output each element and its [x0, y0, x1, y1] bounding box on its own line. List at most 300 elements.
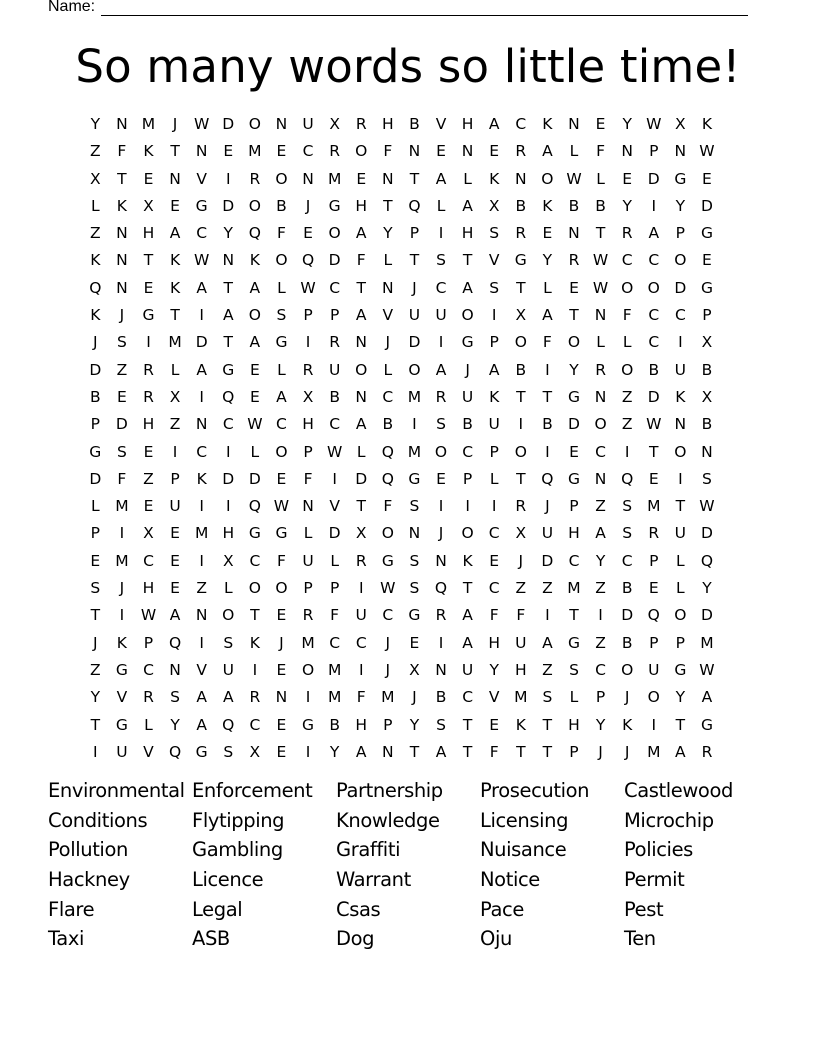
grid-letter: I — [438, 333, 444, 352]
grid-letter: O — [674, 442, 687, 461]
grid-letter: L — [90, 196, 100, 215]
grid-letter: T — [516, 387, 526, 406]
grid-letter: C — [568, 551, 580, 570]
grid-letter: L — [90, 497, 100, 516]
grid-letter: A — [648, 224, 660, 243]
grid-letter: L — [144, 715, 153, 734]
grid-letter: I — [465, 497, 470, 516]
name-blank-line — [101, 0, 748, 16]
grid-letter: I — [199, 387, 204, 406]
grid-letter: N — [382, 169, 394, 188]
grid-letter: G — [700, 278, 713, 297]
grid-letter: B — [568, 196, 580, 215]
grid-letter: S — [170, 688, 180, 707]
grid-letter: M — [115, 551, 129, 570]
grid-letter: E — [170, 196, 180, 215]
grid-letter: N — [275, 115, 288, 133]
grid-letter: S — [622, 524, 633, 543]
grid-letter: L — [676, 551, 685, 570]
grid-letter: K — [701, 115, 713, 133]
grid-letter: K — [116, 196, 127, 215]
grid-letter: I — [172, 442, 178, 461]
grid-letter: E — [409, 633, 420, 652]
grid-letter: B — [701, 415, 713, 434]
grid-letter: X — [355, 524, 367, 543]
grid-letter: O — [355, 360, 368, 379]
grid-letter: I — [438, 497, 444, 516]
grid-letter: O — [328, 224, 341, 243]
word-list-item: Taxi — [48, 927, 84, 951]
word-list-item: Microchip — [624, 808, 714, 832]
grid-letter: C — [276, 415, 287, 434]
grid-letter: U — [648, 660, 660, 679]
grid-letter: S — [116, 442, 127, 461]
grid-letter: B — [595, 196, 606, 215]
grid-letter: T — [250, 606, 260, 625]
grid-letter: N — [408, 142, 421, 161]
grid-letter: A — [355, 742, 367, 761]
grid-letter: L — [223, 579, 233, 598]
grid-letter: O — [434, 442, 448, 461]
grid-letter: W — [592, 278, 609, 297]
grid-letter: A — [542, 142, 553, 161]
grid-letter: Z — [621, 387, 633, 406]
grid-letter: E — [356, 169, 367, 188]
grid-letter: R — [355, 115, 367, 133]
grid-letter: U — [435, 306, 447, 325]
grid-letter: F — [542, 333, 552, 352]
grid-letter: G — [275, 524, 288, 543]
grid-letter: L — [303, 524, 313, 543]
grid-letter: D — [222, 196, 235, 215]
grid-letter: O — [248, 115, 261, 133]
grid-letter: B — [648, 360, 660, 379]
grid-letter: F — [516, 606, 526, 625]
grid-letter: E — [276, 469, 287, 488]
grid-letter: G — [514, 251, 527, 270]
grid-letter: Z — [542, 579, 553, 598]
grid-letter: T — [462, 579, 473, 598]
grid-letter: X — [169, 387, 181, 406]
grid-letter: U — [222, 660, 234, 679]
grid-letter: I — [119, 606, 125, 625]
word-list-item: Pace — [480, 897, 524, 921]
grid-letter: K — [196, 469, 207, 488]
grid-letter: N — [594, 469, 607, 488]
grid-letter: F — [383, 497, 393, 516]
grid-letter: N — [355, 333, 368, 352]
grid-letter: Q — [381, 442, 394, 461]
grid-letter: P — [649, 142, 659, 161]
grid-letter: U — [328, 360, 341, 379]
grid-letter: L — [596, 169, 605, 188]
grid-letter: N — [382, 742, 394, 761]
grid-letter: P — [675, 224, 686, 243]
grid-letter: R — [249, 169, 261, 188]
letter-grid — [82, 111, 720, 766]
grid-letter: N — [674, 415, 687, 434]
grid-letter: Y — [675, 688, 686, 707]
grid-letter: X — [675, 115, 686, 133]
grid-letter: R — [595, 360, 606, 379]
grid-letter: H — [568, 524, 580, 543]
grid-letter: T — [462, 742, 473, 761]
grid-letter: T — [542, 387, 553, 406]
grid-letter: C — [435, 278, 447, 297]
grid-letter: N — [302, 497, 314, 516]
grid-letter: E — [303, 224, 313, 243]
grid-letter: E — [489, 715, 500, 734]
grid-letter: N — [195, 415, 208, 434]
grid-letter: O — [222, 606, 235, 625]
grid-letter: S — [223, 742, 234, 761]
grid-letter: P — [649, 551, 659, 570]
grid-letter: Z — [515, 579, 527, 598]
word-list-item: Oju — [480, 927, 512, 951]
grid-letter: C — [329, 633, 341, 652]
grid-letter: J — [305, 196, 311, 215]
grid-letter: D — [674, 278, 687, 297]
grid-letter: K — [542, 115, 553, 133]
grid-letter: E — [702, 169, 712, 188]
grid-letter: T — [170, 142, 180, 161]
grid-letter: M — [301, 633, 315, 652]
grid-letter: E — [276, 660, 287, 679]
grid-letter: G — [408, 606, 421, 625]
grid-letter: X — [409, 660, 420, 679]
grid-letter: B — [409, 115, 420, 133]
grid-letter: N — [621, 142, 633, 161]
grid-letter: I — [305, 333, 311, 352]
grid-letter: P — [329, 306, 340, 325]
grid-letter: C — [143, 551, 154, 570]
grid-letter: L — [277, 278, 286, 297]
grid-letter: X — [249, 742, 261, 761]
grid-letter: W — [194, 251, 210, 270]
grid-letter: M — [381, 688, 395, 707]
grid-letter: K — [675, 387, 686, 406]
grid-letter: I — [438, 224, 444, 243]
grid-letter: T — [223, 278, 233, 297]
grid-letter: I — [358, 660, 364, 679]
grid-letter: Y — [329, 742, 340, 761]
grid-letter: T — [143, 251, 154, 270]
grid-letter: C — [249, 551, 261, 570]
grid-letter: A — [169, 606, 181, 625]
grid-letter: U — [355, 606, 367, 625]
grid-letter: E — [170, 579, 180, 598]
grid-letter: Q — [408, 196, 421, 215]
grid-letter: X — [222, 551, 234, 570]
grid-letter: E — [542, 224, 553, 243]
grid-letter: R — [621, 224, 633, 243]
grid-letter: X — [701, 387, 713, 406]
grid-letter: J — [172, 115, 178, 133]
grid-letter: I — [651, 715, 657, 734]
grid-letter: M — [647, 742, 661, 761]
grid-letter: N — [594, 306, 607, 325]
grid-letter: P — [170, 469, 180, 488]
grid-letter: G — [195, 196, 208, 215]
grid-letter: G — [381, 551, 394, 570]
grid-letter: A — [355, 415, 367, 434]
grid-letter: U — [674, 360, 687, 379]
grid-letter: M — [327, 169, 342, 188]
grid-letter: A — [542, 633, 553, 652]
grid-letter: H — [461, 115, 474, 133]
grid-letter: U — [302, 115, 314, 133]
grid-letter: A — [675, 742, 686, 761]
grid-letter: H — [355, 715, 368, 734]
grid-letter: I — [305, 742, 311, 761]
grid-letter: D — [222, 469, 235, 488]
grid-letter: Z — [621, 415, 633, 434]
grid-letter: S — [436, 251, 446, 270]
grid-letter: O — [674, 251, 687, 270]
grid-letter: Y — [489, 660, 499, 679]
grid-letter: K — [90, 251, 101, 270]
grid-letter: M — [700, 633, 714, 652]
grid-letter: Y — [675, 196, 686, 215]
grid-letter: R — [249, 688, 261, 707]
grid-letter: T — [675, 497, 686, 516]
grid-letter: N — [461, 142, 474, 161]
grid-letter: T — [542, 742, 553, 761]
grid-letter: K — [249, 633, 260, 652]
grid-letter: P — [569, 742, 579, 761]
grid-letter: M — [168, 333, 182, 352]
grid-letter: N — [116, 115, 128, 133]
grid-letter: I — [305, 688, 311, 707]
grid-letter: E — [436, 142, 446, 161]
page-title: So many words so little time! — [75, 40, 741, 93]
grid-letter: D — [89, 360, 102, 379]
grid-letter: N — [514, 169, 527, 188]
grid-letter: Z — [169, 415, 181, 434]
grid-letter: C — [488, 524, 500, 543]
grid-letter: O — [647, 278, 660, 297]
grid-letter: E — [143, 497, 154, 516]
grid-letter: I — [545, 606, 550, 625]
word-list-item: Pest — [624, 897, 664, 921]
grid-letter: M — [407, 442, 422, 461]
grid-letter: Y — [622, 115, 632, 133]
grid-letter: C — [621, 551, 633, 570]
grid-letter: T — [516, 278, 526, 297]
grid-letter: L — [543, 278, 552, 297]
grid-letter: W — [646, 415, 662, 434]
grid-letter: U — [169, 497, 181, 516]
word-list-item: Gambling — [192, 838, 283, 862]
grid-letter: T — [356, 497, 366, 516]
grid-letter: B — [542, 415, 553, 434]
word-list-item: Permit — [624, 868, 685, 892]
word-list-item: Flytipping — [192, 808, 285, 832]
grid-letter: C — [595, 442, 606, 461]
grid-letter: C — [515, 115, 527, 133]
word-list-item: Legal — [192, 897, 243, 921]
grid-letter: U — [674, 524, 687, 543]
grid-letter: V — [329, 497, 340, 516]
grid-letter: S — [436, 715, 446, 734]
grid-letter: E — [489, 551, 500, 570]
grid-letter: X — [329, 115, 340, 133]
grid-letter: O — [248, 306, 261, 325]
grid-letter: O — [514, 442, 527, 461]
grid-letter: H — [142, 415, 155, 434]
grid-letter: S — [569, 660, 579, 679]
grid-letter: I — [252, 660, 258, 679]
word-list — [48, 776, 768, 954]
grid-letter: L — [356, 442, 366, 461]
grid-letter: N — [701, 442, 713, 461]
word-list-item: Hackney — [48, 868, 130, 892]
grid-letter: A — [196, 715, 207, 734]
grid-letter: Y — [383, 224, 393, 243]
grid-letter: C — [382, 387, 394, 406]
grid-letter: V — [196, 660, 207, 679]
grid-letter: N — [568, 115, 580, 133]
grid-letter: P — [303, 442, 313, 461]
word-list-item: Flare — [48, 897, 95, 921]
grid-letter: E — [648, 579, 659, 598]
grid-letter: I — [438, 633, 444, 652]
grid-letter: L — [622, 333, 632, 352]
grid-letter: N — [568, 224, 580, 243]
grid-letter: S — [622, 497, 633, 516]
grid-letter: C — [329, 278, 341, 297]
grid-letter: T — [462, 251, 473, 270]
grid-letter: K — [489, 169, 500, 188]
grid-letter: D — [621, 606, 634, 625]
grid-letter: T — [409, 742, 420, 761]
grid-letter: S — [276, 306, 287, 325]
grid-letter: C — [329, 415, 341, 434]
grid-letter: C — [222, 415, 234, 434]
grid-letter: R — [515, 142, 527, 161]
grid-letter: W — [699, 142, 715, 161]
grid-letter: O — [381, 524, 394, 543]
grid-letter: S — [436, 415, 446, 434]
grid-letter: M — [141, 115, 156, 133]
grid-letter: P — [90, 415, 100, 434]
grid-letter: E — [702, 251, 712, 270]
grid-letter: I — [93, 742, 98, 761]
grid-letter: P — [675, 633, 686, 652]
grid-letter: R — [329, 333, 341, 352]
grid-letter: C — [196, 224, 208, 243]
grid-letter: S — [116, 333, 127, 352]
grid-letter: G — [142, 306, 155, 325]
grid-letter: X — [701, 333, 713, 352]
grid-letter: P — [462, 469, 473, 488]
grid-letter: P — [409, 224, 420, 243]
grid-letter: E — [249, 360, 260, 379]
grid-letter: T — [569, 606, 579, 625]
grid-letter: K — [169, 278, 181, 297]
grid-letter: O — [621, 278, 634, 297]
grid-letter: Q — [222, 715, 235, 734]
grid-letter: N — [302, 169, 314, 188]
grid-letter: I — [624, 442, 630, 461]
grid-letter: U — [461, 660, 474, 679]
grid-letter: O — [594, 415, 607, 434]
grid-letter: X — [302, 387, 314, 406]
grid-letter: C — [648, 306, 660, 325]
grid-letter: K — [116, 633, 127, 652]
grid-letter: X — [143, 196, 154, 215]
grid-letter: H — [568, 715, 580, 734]
grid-letter: A — [462, 633, 473, 652]
grid-letter: U — [515, 633, 527, 652]
grid-letter: N — [195, 606, 208, 625]
grid-letter: Z — [89, 224, 101, 243]
grid-letter: G — [567, 387, 580, 406]
grid-letter: E — [223, 142, 234, 161]
grid-letter: N — [116, 278, 128, 297]
grid-letter: N — [435, 551, 447, 570]
word-list-item: Nuisance — [480, 838, 567, 862]
grid-letter: O — [408, 360, 421, 379]
grid-letter: B — [435, 688, 447, 707]
grid-letter: I — [199, 497, 204, 516]
grid-letter: N — [594, 387, 607, 406]
grid-letter: J — [119, 306, 125, 325]
grid-letter: K — [515, 715, 526, 734]
grid-letter: P — [143, 633, 154, 652]
grid-letter: K — [462, 551, 473, 570]
word-list-item: Pollution — [48, 838, 128, 862]
grid-letter: U — [541, 524, 554, 543]
grid-letter: G — [674, 169, 687, 188]
grid-letter: O — [248, 196, 261, 215]
grid-letter: H — [222, 524, 235, 543]
grid-letter: H — [514, 660, 527, 679]
grid-letter: A — [542, 306, 553, 325]
grid-letter: R — [435, 387, 447, 406]
grid-letter: L — [383, 360, 393, 379]
grid-letter: R — [435, 606, 447, 625]
grid-letter: O — [461, 524, 474, 543]
grid-letter: I — [491, 306, 497, 325]
grid-letter: P — [329, 579, 340, 598]
grid-letter: A — [462, 196, 473, 215]
grid-letter: Q — [647, 606, 660, 625]
grid-letter: Q — [168, 742, 182, 761]
grid-letter: G — [248, 524, 261, 543]
grid-letter: E — [569, 442, 579, 461]
name-label: Name: — [48, 0, 96, 15]
grid-letter: I — [678, 469, 683, 488]
grid-letter: O — [275, 251, 288, 270]
grid-letter: W — [592, 251, 609, 270]
word-list-item: Graffiti — [336, 838, 401, 862]
grid-letter: D — [568, 415, 580, 434]
grid-letter: W — [566, 169, 582, 188]
grid-letter: Q — [434, 579, 448, 598]
grid-letter: Z — [595, 633, 606, 652]
grid-letter: I — [146, 333, 151, 352]
grid-letter: Z — [116, 360, 128, 379]
grid-letter: J — [545, 497, 550, 516]
word-list-item: Warrant — [336, 868, 411, 892]
grid-letter: A — [355, 224, 367, 243]
grid-letter: T — [409, 169, 420, 188]
grid-letter: R — [515, 497, 527, 516]
word-list-item: Environmental — [48, 779, 185, 802]
grid-letter: P — [489, 333, 499, 352]
grid-letter: G — [328, 196, 341, 215]
